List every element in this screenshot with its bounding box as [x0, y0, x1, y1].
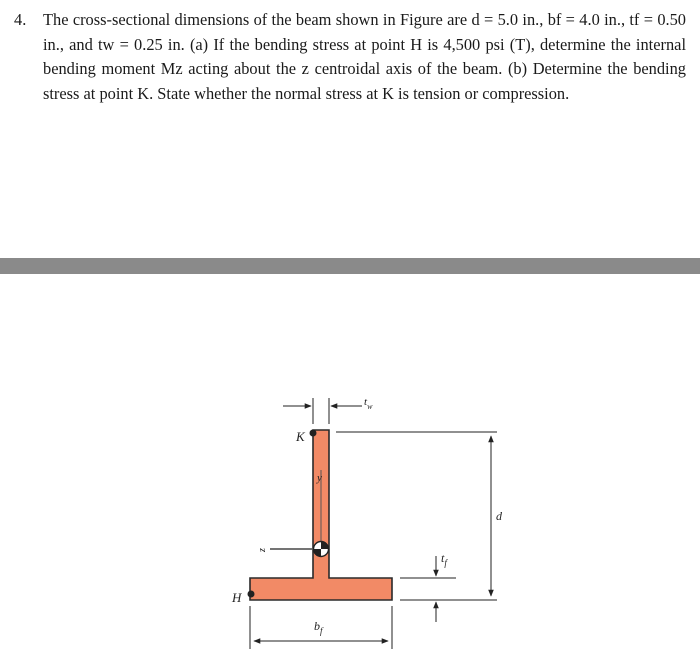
label-tw-sub: w [367, 402, 373, 411]
label-k: K [296, 429, 305, 444]
centroid-icon [314, 542, 329, 557]
label-y: y [317, 472, 322, 484]
point-h-dot [248, 591, 255, 598]
label-d: d [496, 509, 502, 523]
label-tf-sub: f [444, 558, 447, 568]
label-tf-main: t [441, 551, 445, 565]
label-h: H [232, 590, 242, 605]
label-bf [314, 619, 324, 636]
label-z: z [257, 548, 268, 552]
problem-text: The cross-sectional dimensions of the beam shown in Figure are d = 5.0 in., bf = 4.0 in., tf = 0.50 in., and tw = 0.25 in. (a) If the bending stress at point H is 4,500 psi (T), determine the internal bending moment Mz acting about the z centroidal axis of the beam. (b) Determine the bending stress at point K. State whether the normal stress at K is tension or compression. [43, 10, 686, 103]
label-bf-main: b [314, 619, 320, 633]
label-tw-main: t [364, 396, 368, 408]
label-tf [441, 551, 448, 568]
label-tw [364, 396, 373, 411]
problem-number: 4. [14, 10, 27, 29]
point-k-dot [310, 430, 317, 437]
label-bf-sub: f [320, 626, 323, 636]
